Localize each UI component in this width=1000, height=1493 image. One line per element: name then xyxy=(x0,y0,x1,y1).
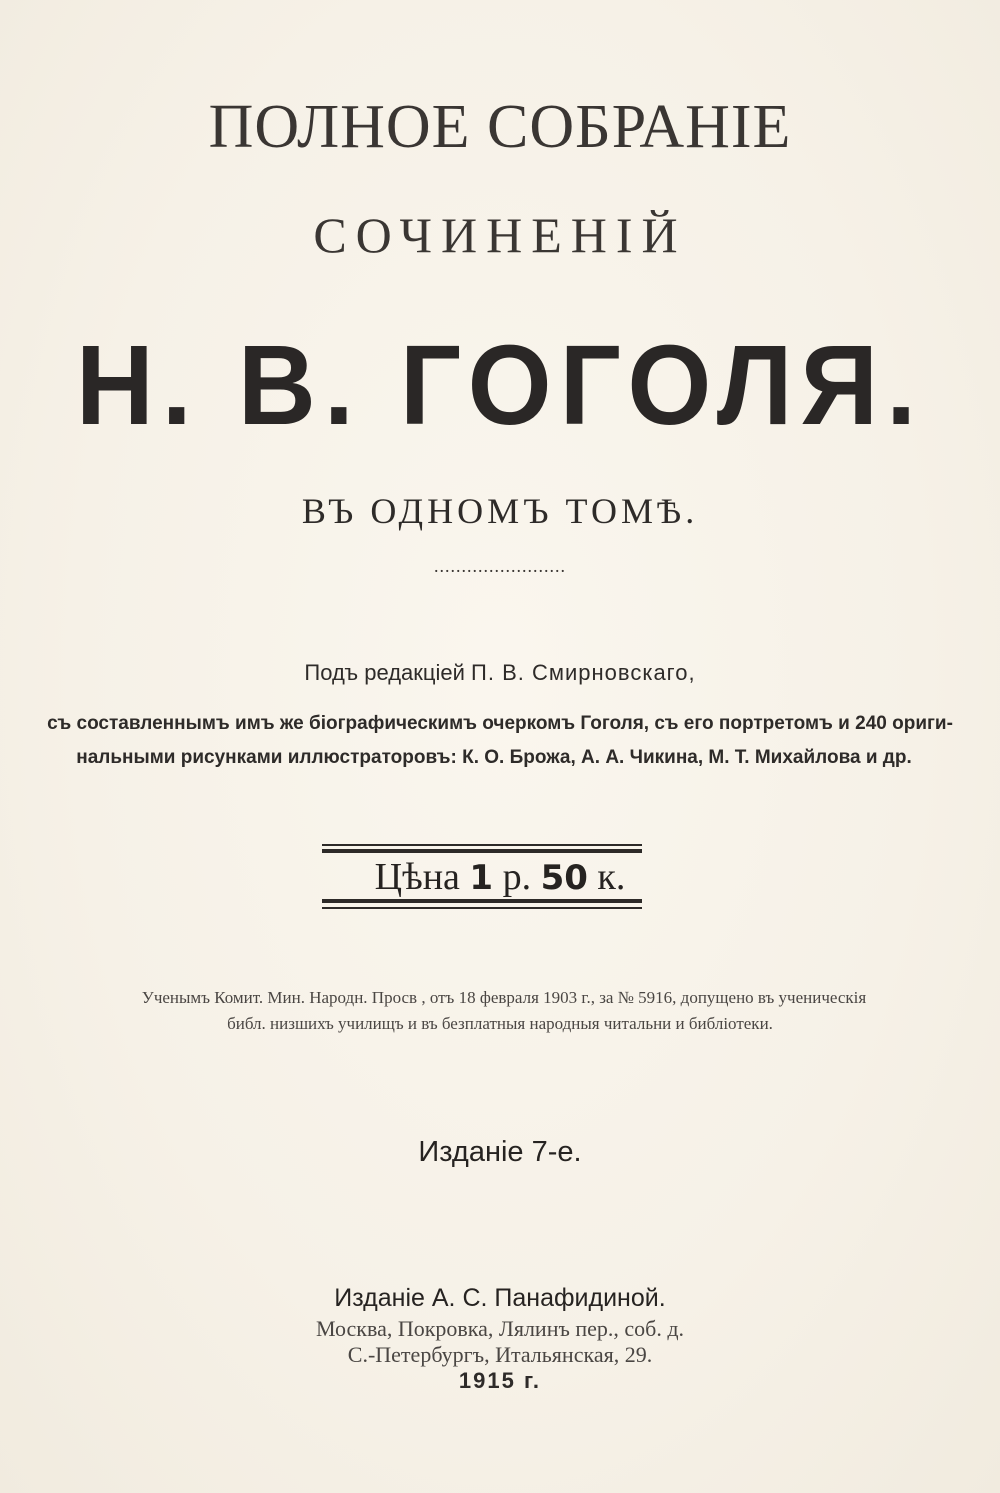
author-name: Н. В. ГОГОЛЯ. xyxy=(75,320,925,449)
price-rule-bottom-thick xyxy=(322,899,642,903)
price-rule-top-thin xyxy=(322,844,642,846)
editor-line xyxy=(0,660,1000,686)
description-line-1: съ составленнымъ имъ же біографическимъ очеркомъ Гоголя, съ его портретомъ и 240 ориги- xyxy=(47,713,953,734)
editor-prefix: Подъ редакціей xyxy=(304,660,465,685)
publisher-address-moscow: Москва, Покровка, Лялинъ пер., соб. д. xyxy=(315,1316,685,1341)
edition-number: Изданіе 7-е. xyxy=(418,1136,582,1168)
publisher-address-petersburg: С.-Петербургъ, Итальянская, 29. xyxy=(347,1342,653,1367)
price-label: Цѣна xyxy=(374,856,460,898)
dotted-separator: ........................ xyxy=(434,556,566,576)
price-rub-unit: р. xyxy=(502,856,532,898)
price-rubles: 1 xyxy=(469,858,494,898)
title-line-complete-collection: ПОЛНОЕ СОБРАНІЕ xyxy=(208,93,792,161)
price-kopecks: 50 xyxy=(540,858,588,898)
price-rule-top-thick xyxy=(322,849,642,853)
description-line-2: нальными рисунками иллюстраторовъ: К. О. Брожа, А. А. Чикина, М. Т. Михайлова и др. xyxy=(76,747,912,768)
price-line xyxy=(0,855,1000,899)
publisher-name: Изданіе А. С. Панафидиной. xyxy=(334,1284,666,1312)
price-rule-bottom-thin xyxy=(322,907,642,909)
editor-name: П. В. Смирновскаго, xyxy=(471,660,696,685)
publication-year: 1915 г. xyxy=(458,1368,542,1393)
price-kop-unit: к. xyxy=(597,856,626,898)
approval-line-1: Ученымъ Комит. Мин. Народн. Просв , отъ 18 февраля 1903 г., за № 5916, допущено въ ученическія xyxy=(141,988,867,1007)
approval-line-2: библ. низшихъ училищъ и въ безплатныя народныя читальни и библіотеки. xyxy=(227,1014,773,1033)
volume-note: ВЪ ОДНОМЪ ТОМѢ. xyxy=(301,491,699,531)
title-line-works: СОЧИНЕНІЙ xyxy=(313,207,687,263)
